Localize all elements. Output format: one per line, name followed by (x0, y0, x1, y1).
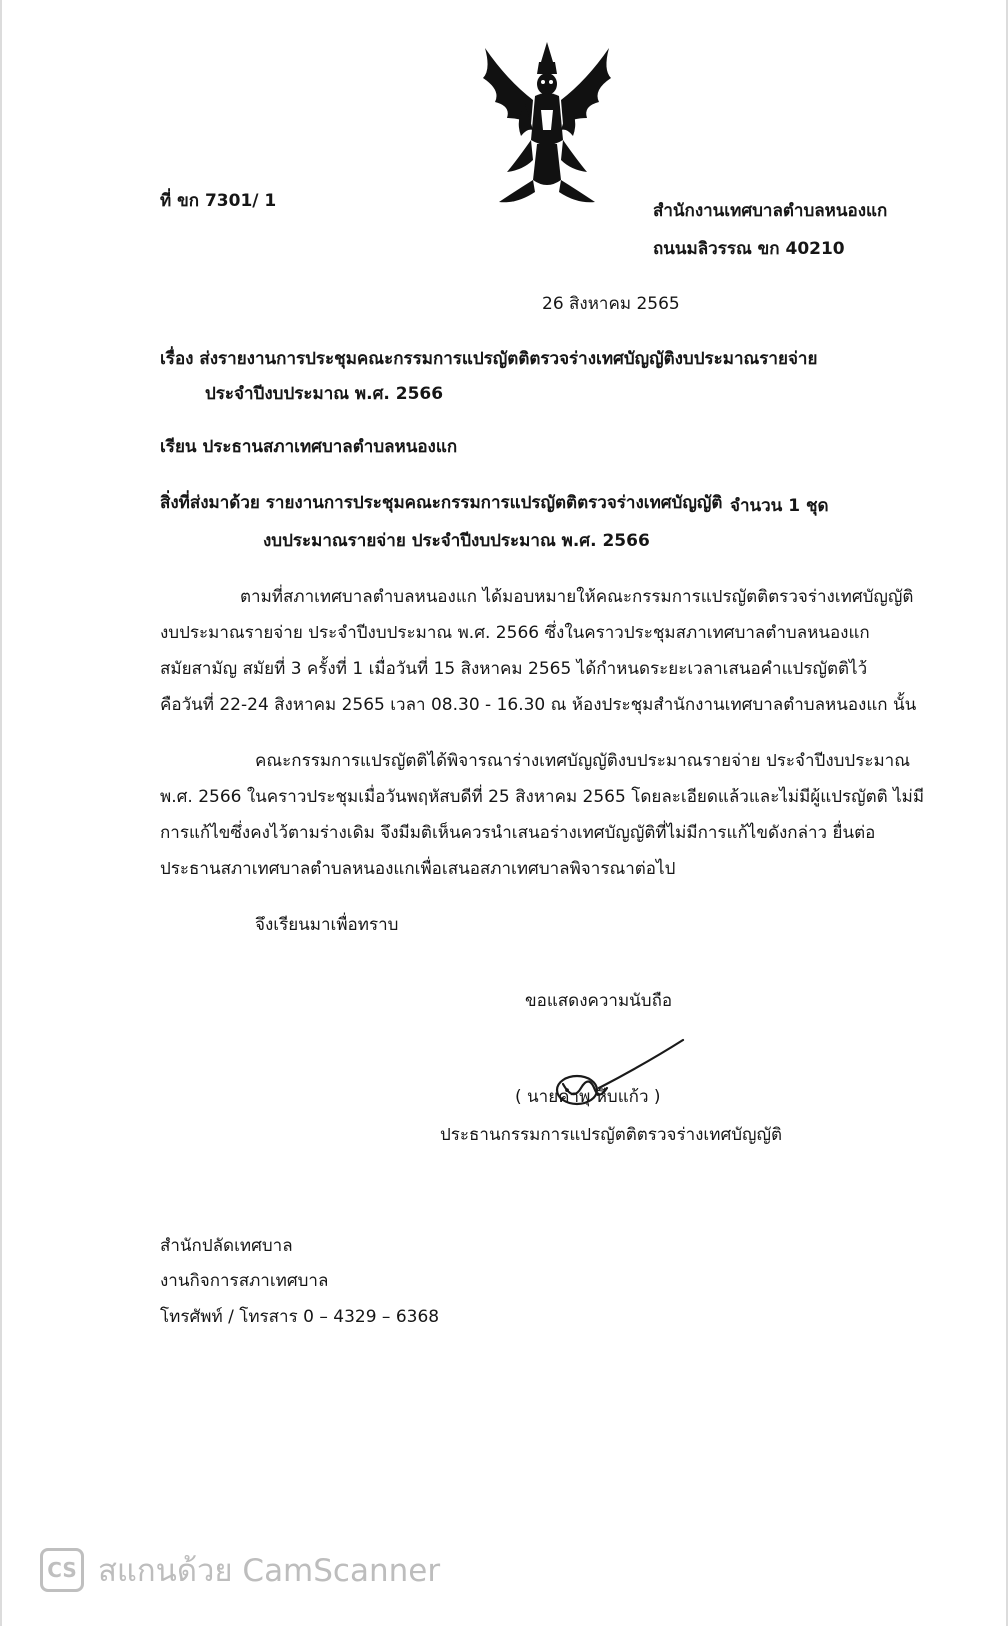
office-address: ถนนมลิวรรณ ขก 40210 (653, 239, 845, 259)
subject-line-1: เรื่อง ส่งรายงานการประชุมคณะกรรมการแปรญัตติตรวจร่างเทศบัญญัติงบประมาณรายจ่าย (160, 349, 818, 369)
camscanner-watermark: สแกนด้วย CamScanner (98, 1553, 441, 1589)
reference-number: ที่ ขก 7301/ 1 (160, 191, 277, 211)
letter-date: 26 สิงหาคม 2565 (542, 294, 680, 314)
addressee: เรียน ประธานสภาเทศบาลตำบลหนองแก (160, 437, 458, 457)
body-paragraph-1-line: งบประมาณรายจ่าย ประจำปีงบประมาณ พ.ศ. 2566 ซึ่งในคราวประชุมสภาเทศบาลตำบลหนองแก (160, 623, 870, 643)
footer-department: สำนักปลัดเทศบาล (160, 1236, 293, 1256)
signer-position: ประธานกรรมการแปรญัตติตรวจร่างเทศบัญญัติ (440, 1125, 783, 1145)
camscanner-logo-icon: CS (40, 1548, 84, 1592)
body-paragraph-1-line: ตามที่สภาเทศบาลตำบลหนองแก ได้มอบหมายให้คณะกรรมการแปรญัตติตรวจร่างเทศบัญญัติ (240, 587, 914, 607)
body-paragraph-1-line: สมัยสามัญ สมัยที่ 3 ครั้งที่ 1 เมื่อวันที่ 15 สิงหาคม 2565 ได้กำหนดระยะเวลาเสนอคำแปรญัตติไว้ (160, 659, 868, 679)
garuda-emblem-icon (477, 40, 617, 210)
enclosure-quantity: จำนวน 1 ชุด (730, 496, 829, 516)
enclosure-line-1: สิ่งที่ส่งมาด้วย รายงานการประชุมคณะกรรมการแปรญัตติตรวจร่างเทศบัญญัติ (160, 493, 723, 513)
office-name: สำนักงานเทศบาลตำบลหนองแก (653, 201, 888, 221)
body-paragraph-2-line: คณะกรรมการแปรญัตติได้พิจารณาร่างเทศบัญญัติงบประมาณรายจ่าย ประจำปีงบประมาณ (255, 751, 910, 771)
footer-section: งานกิจการสภาเทศบาล (160, 1271, 329, 1291)
body-paragraph-1-line: คือวันที่ 22-24 สิงหาคม 2565 เวลา 08.30 - 16.30 ณ ห้องประชุมสำนักงานเทศบาลตำบลหนองแก นั้น (160, 695, 917, 715)
signer-name: ( นายคำพุ หีบแก้ว ) (515, 1087, 661, 1107)
closing-request: จึงเรียนมาเพื่อทราบ (255, 915, 399, 935)
body-paragraph-2-line: การแก้ไขซึ่งคงไว้ตามร่างเดิม จึงมีมติเห็นควรนำเสนอร่างเทศบัญญัติที่ไม่มีการแก้ไขดังกล่าว ยื่นต่อ (160, 823, 876, 843)
body-paragraph-2-line: ประธานสภาเทศบาลตำบลหนองแกเพื่อเสนอสภาเทศบาลพิจารณาต่อไป (160, 859, 676, 879)
subject-line-2: ประจำปีงบประมาณ พ.ศ. 2566 (205, 384, 444, 404)
enclosure-line-2: งบประมาณรายจ่าย ประจำปีงบประมาณ พ.ศ. 2566 (263, 531, 650, 551)
body-paragraph-2-line: พ.ศ. 2566 ในคราวประชุมเมื่อวันพฤหัสบดีที่ 25 สิงหาคม 2565 โดยละเอียดแล้วและไม่มีผู้แปรญัตติ ไม่มี (160, 787, 925, 807)
salutation: ขอแสดงความนับถือ (525, 991, 673, 1011)
footer-phone: โทรศัพท์ / โทรสาร 0 – 4329 – 6368 (160, 1307, 440, 1327)
